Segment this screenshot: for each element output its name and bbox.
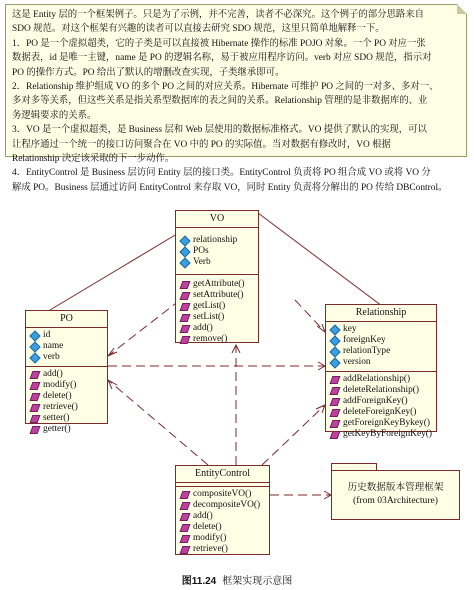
operation-label: getAttribute()	[193, 279, 245, 289]
note-line: 数据表，id 是唯一主键，name 是 PO 的逻辑名称，易于被应用程序访问。verb 对应 SDO 规范，指示对	[12, 53, 432, 64]
class-vo[interactable]	[175, 210, 259, 343]
class-po-attributes	[26, 328, 107, 367]
operation-icon	[180, 535, 191, 543]
attribute-icon	[179, 235, 190, 246]
attribute-label: id	[43, 330, 51, 340]
note-line: 多对多等关系，但这些关系是指关系型数据库的表之间的关系。Relationship 管理的是非数据库的、业	[12, 96, 428, 107]
operation-row	[180, 533, 267, 544]
operation-icon	[180, 513, 191, 521]
operation-icon	[330, 420, 341, 428]
attribute-row	[180, 257, 256, 268]
note-line: Relationship 决定该采取的下一步动作。	[12, 154, 175, 165]
operation-icon	[30, 415, 41, 423]
attribute-label: relationship	[193, 235, 238, 245]
class-relationship-operations	[326, 372, 436, 443]
operation-row	[330, 396, 434, 407]
operation-label: deleteForeignKey()	[343, 407, 417, 417]
operation-row	[180, 500, 267, 511]
attribute-row	[180, 246, 256, 257]
operation-label: remove()	[193, 334, 228, 344]
attribute-label: Verb	[193, 257, 211, 267]
class-relationship[interactable]	[325, 304, 437, 439]
operation-label: delete()	[43, 391, 72, 401]
note-line: PO 的操作方式。PO 给出了默认的增删改查实现，子类继承即可。	[12, 67, 285, 78]
operation-row	[30, 413, 105, 424]
attribute-label: verb	[43, 352, 60, 362]
operation-row	[30, 391, 105, 402]
operation-row	[180, 290, 256, 301]
operation-icon	[330, 409, 341, 417]
class-entitycontrol[interactable]	[175, 465, 270, 555]
operation-label: add()	[193, 511, 213, 521]
operation-icon	[180, 325, 191, 333]
attribute-label: name	[43, 341, 64, 351]
figure-caption	[0, 572, 474, 587]
operation-icon	[180, 303, 191, 311]
operation-row	[330, 385, 434, 396]
attribute-icon	[29, 352, 40, 363]
package-name: 历史数据版本管理框架	[347, 482, 444, 493]
class-entitycontrol-name: EntityControl	[176, 466, 269, 483]
class-vo-operations	[176, 275, 258, 348]
operation-label: getForeignKeyBykey()	[343, 418, 430, 428]
note-line: 4．EntityControl 是 Business 层访问 Entity 层的接口类。EntityControl 负责将 PO 组合成 VO 或将 VO 分	[12, 168, 431, 179]
operation-row	[180, 544, 267, 555]
operation-row	[330, 418, 434, 429]
package-origin: (from 03Architecture)	[353, 495, 438, 506]
figure-title: 框架实现示意图	[222, 576, 293, 587]
operation-icon	[180, 336, 191, 344]
operation-label: add()	[43, 369, 63, 379]
attribute-row	[30, 341, 105, 352]
attribute-row	[30, 330, 105, 341]
note-line: 解成 PO。Business 层通过访问 EntityControl 来存取 VO，同时 Entity 负责将分解出的 PO 传给 DBControl。	[12, 182, 448, 193]
operation-label: retrieve()	[43, 402, 78, 412]
operation-label: getter()	[43, 424, 71, 434]
attribute-icon	[179, 257, 190, 268]
operation-label: retrieve()	[193, 544, 228, 554]
class-vo-name: VO	[176, 211, 258, 228]
operation-row	[180, 312, 256, 323]
operation-label: modify()	[193, 533, 227, 543]
operation-row	[180, 522, 267, 533]
attribute-row	[330, 357, 434, 368]
operation-row	[180, 511, 267, 522]
operation-row	[180, 301, 256, 312]
entitycontrol-relationship-dependency	[262, 405, 325, 465]
attribute-icon	[329, 324, 340, 335]
package-history-version[interactable]	[331, 470, 460, 520]
operation-icon	[330, 398, 341, 406]
operation-row	[330, 407, 434, 418]
operation-icon	[180, 281, 191, 289]
class-entitycontrol-operations	[176, 487, 269, 558]
operation-icon	[180, 314, 191, 322]
entitycontrol-po-dependency	[108, 380, 208, 465]
operation-label: addForeignKey()	[343, 396, 408, 406]
class-relationship-attributes	[326, 322, 436, 372]
operation-label: delete()	[193, 522, 222, 532]
operation-icon	[30, 404, 41, 412]
figure-number: 图11.24	[181, 576, 217, 587]
operation-label: deleteRelationship()	[343, 385, 420, 395]
attribute-row	[330, 335, 434, 346]
attribute-row	[330, 324, 434, 335]
note-line: 这是 Entity 层的一个框架例子。只是为了示例，并不完善，读者不必深究。这个例子的部分思路来自	[12, 10, 424, 20]
operation-label: decompositeVO()	[193, 500, 261, 510]
operation-icon	[330, 387, 341, 395]
operation-label: getList()	[193, 301, 226, 311]
operation-icon	[180, 546, 191, 554]
note-line: 让程序通过一个统一的接口访问聚合在 VO 中的 PO 的实际值。当对数据有修改时，VO 根据	[12, 139, 391, 150]
operation-row	[30, 369, 105, 380]
operation-icon	[30, 382, 41, 390]
vo-relationship-dependency	[295, 300, 325, 332]
attribute-label: version	[343, 357, 371, 367]
class-po-name: PO	[26, 311, 107, 328]
attribute-icon	[329, 346, 340, 357]
operation-icon	[330, 431, 341, 439]
operation-row	[180, 323, 256, 334]
operation-label: setList()	[193, 312, 225, 322]
operation-icon	[180, 491, 191, 499]
operation-row	[330, 429, 434, 440]
class-vo-attributes	[176, 228, 258, 275]
attribute-icon	[329, 357, 340, 368]
operation-icon	[30, 426, 41, 434]
operation-row	[30, 402, 105, 413]
attribute-icon	[329, 335, 340, 346]
operation-row	[180, 334, 256, 345]
attribute-icon	[179, 246, 190, 257]
vo-po-dependency	[108, 300, 180, 356]
operation-row	[30, 424, 105, 435]
class-relationship-name: Relationship	[326, 305, 436, 322]
note-line: SDO 规范。对这个框架有兴趣的读者可以直接去研究 SDO 规范，这里只简单地解释一下。	[12, 24, 385, 35]
operation-label: add()	[193, 323, 213, 333]
attribute-label: POs	[193, 246, 209, 256]
operation-label: modify()	[43, 380, 77, 390]
attribute-label: foreignKey	[343, 335, 386, 345]
attribute-row	[180, 235, 256, 246]
note-line: 务逻辑要求的关系。	[12, 110, 97, 121]
class-po-operations	[26, 367, 107, 438]
attribute-label: relationType	[343, 346, 391, 356]
operation-icon	[180, 292, 191, 300]
operation-label: compositeVO()	[193, 489, 252, 499]
attribute-label: key	[343, 324, 357, 334]
operation-label: getKeyByForeignKey()	[343, 429, 433, 439]
operation-icon	[30, 393, 41, 401]
operation-row	[30, 380, 105, 391]
vo-relationship-association	[258, 213, 390, 312]
operation-row	[180, 279, 256, 290]
operation-icon	[180, 524, 191, 532]
attribute-row	[330, 346, 434, 357]
operation-label: setter()	[43, 413, 70, 423]
operation-icon	[330, 376, 341, 384]
operation-label: addRelationship()	[343, 374, 411, 384]
attribute-row	[30, 352, 105, 363]
note-line: 1．PO 是一个虚拟超类，它的子类是可以直接被 Hibernate 操作的标准 POJO 对象。一个 PO 对应一张	[12, 38, 426, 49]
note-line: 2．Relationship 维护组成 VO 的多个 PO 之间的对应关系。Hibernate 可维护 PO 之间的一对多、多对一、	[12, 82, 439, 93]
note-line: 3．VO 是一个虚拟超类，是 Business 层和 Web 层使用的数据标准格式。VO 提供了默认的实现，可以	[12, 125, 427, 136]
operation-row	[180, 489, 267, 500]
attribute-icon	[29, 341, 40, 352]
operation-icon	[30, 371, 41, 379]
operation-icon	[180, 502, 191, 510]
class-po[interactable]	[25, 310, 108, 434]
operation-label: setAttribute()	[193, 290, 244, 300]
operation-row	[330, 374, 434, 385]
attribute-icon	[29, 330, 40, 341]
